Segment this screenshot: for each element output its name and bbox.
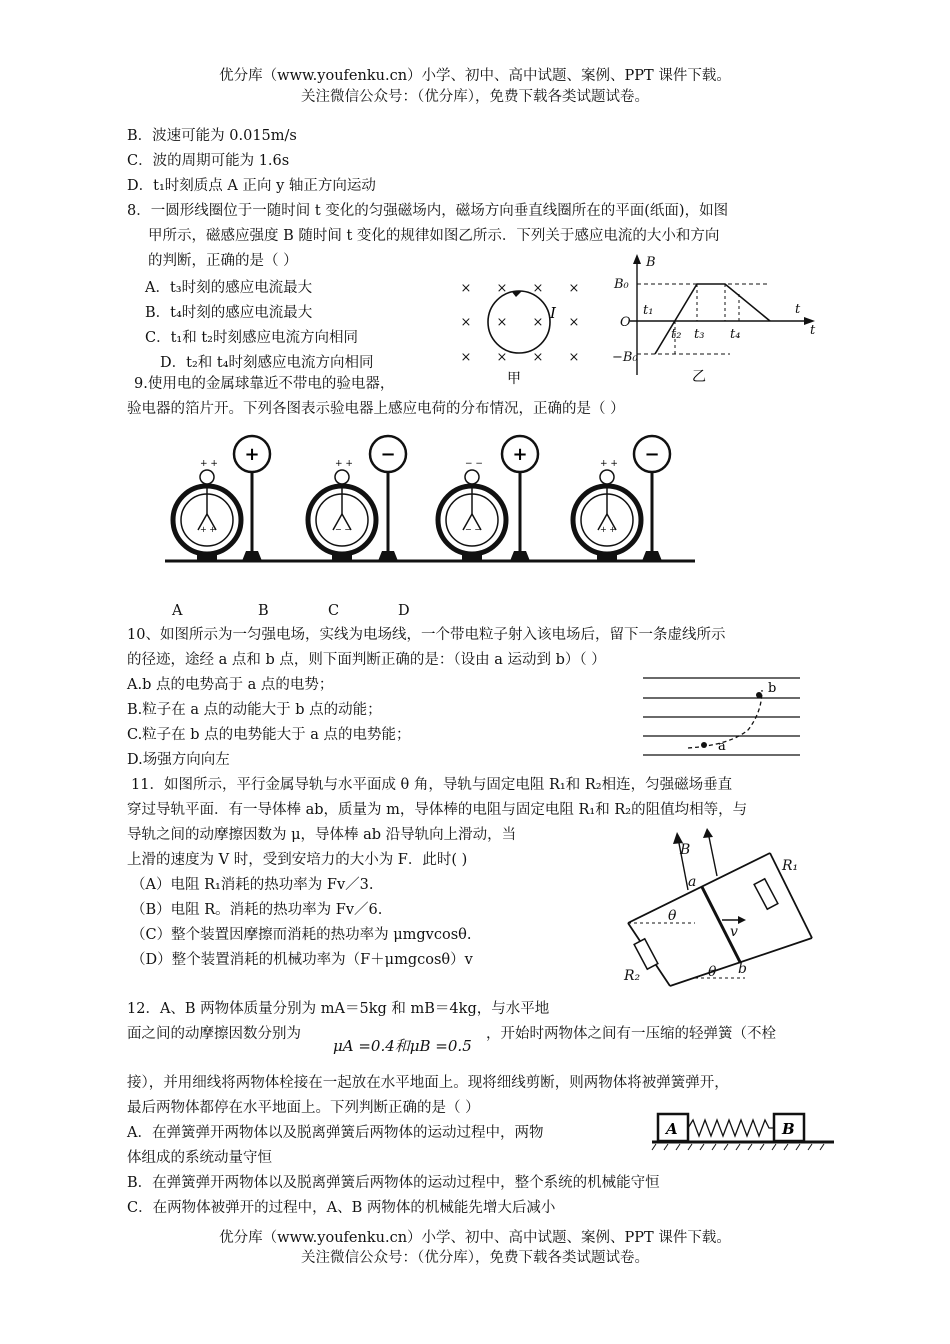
q8-option-b: B．t₄时刻的感应电流最大 <box>145 305 313 321</box>
q7-option-c: C．波的周期可能为 1.6s <box>127 153 290 169</box>
fig-theta-top: θ <box>668 908 677 924</box>
svg-text:×: × <box>460 315 472 330</box>
svg-text:×: × <box>460 350 472 365</box>
t3-label: t₃ <box>694 327 705 342</box>
q7-option-b: B．波速可能为 0.015m/s <box>127 128 297 144</box>
q10-option-c: C.粒子在 b 点的电势能大于 a 点的电势能； <box>127 727 411 743</box>
q10-option-d: D.场强方向向左 <box>127 752 230 768</box>
t-label-top: t <box>795 302 801 317</box>
svg-text:×: × <box>568 350 580 365</box>
q11-option-a: （A）电阻 R₁消耗的热功率为 Fv／3. <box>131 877 374 893</box>
q10-stem-line-2: 的径迹，途经 a 点和 b 点，则下面判断正确的是：（设由 a 运动到 b）（ ） <box>127 652 606 668</box>
q9-stem-line-2: 验电器的箔片开。下列各图表示验电器上感应电荷的分布情况，正确的是（ ） <box>127 401 625 417</box>
q10-option-b: B.粒子在 a 点的动能大于 b 点的动能； <box>127 702 382 718</box>
fig-theta-bottom: θ <box>708 964 717 980</box>
svg-text:×: × <box>532 350 544 365</box>
svg-text:×: × <box>568 315 580 330</box>
ball-sign-d: − <box>644 444 660 465</box>
q8-option-c: C．t₁和 t₂时刻感应电流方向相同 <box>145 330 358 346</box>
point-b-label: b <box>768 681 777 696</box>
q12-stem-line-2b: ，开始时两物体之间有一压缩的轻弹簧（不栓 <box>486 1026 776 1042</box>
svg-text:− −: − − <box>465 525 481 534</box>
fig-r2-label: R₂ <box>624 968 641 984</box>
footer-line-1: 优分库（www.youfenku.cn）小学、初中、高中试题、案例、PPT 课件下载。 <box>219 1230 731 1246</box>
svg-text:+ +: + + <box>335 459 353 469</box>
neg-b0-label: −B₀ <box>612 350 638 365</box>
header-line-1: 优分库（www.youfenku.cn）小学、初中、高中试题、案例、PPT 课件下载。 <box>219 68 731 84</box>
q11-stem-line-2: 穿过导轨平面．有一导体棒 ab，质量为 m，导体棒的电阻与固定电阻 R₁和 R₂的阻值均相等，与 <box>127 802 748 818</box>
q11-stem-line-1: 11．如图所示，平行金属导轨与水平面成 θ 角，导轨与固定电阻 R₁和 R₂相连，匀强磁场垂直 <box>131 777 733 793</box>
q11-rail-figure <box>620 828 820 993</box>
svg-text:− −: − − <box>465 459 483 469</box>
charged-ball-a <box>234 436 270 561</box>
fig-a-label: a <box>688 874 697 890</box>
q8-stem-line-2: 甲所示，磁感应强度 B 随时间 t 变化的规律如图乙所示．下列关于感应电流的大小和方向 <box>148 228 720 244</box>
fig-v-label: v <box>730 924 738 940</box>
header-line-2: 关注微信公众号：（优分库），免费下载各类试题试卷。 <box>301 89 649 105</box>
fig-b-label: b <box>738 961 747 977</box>
q12-stem-line-3: 接），并用细线将两物体栓接在一起放在水平地面上。现将细线剪断，则两物体将被弹簧弹开， <box>127 1075 729 1091</box>
electroscope-a <box>173 459 241 561</box>
block-a-label: A <box>666 1120 678 1138</box>
current-label: I <box>550 304 556 322</box>
ball-sign-a: + <box>244 444 260 465</box>
origin-label: O <box>620 315 631 330</box>
q8-figure-jia <box>452 275 592 387</box>
footer-line-2: 关注微信公众号：（优分库），免费下载各类试题试卷。 <box>301 1250 649 1266</box>
q9-label-c: C <box>328 603 340 619</box>
svg-text:×: × <box>496 315 508 330</box>
svg-text:+ +: + + <box>600 525 616 534</box>
electroscope-b <box>308 459 376 561</box>
q8-figure-yi <box>610 250 825 385</box>
charged-ball-b <box>370 436 406 561</box>
q12-spring-figure <box>648 1108 838 1152</box>
ball-sign-c: + <box>512 444 528 465</box>
q11-option-c: （C）整个装置因摩擦而消耗的热功率为 μmgvcosθ. <box>131 927 472 943</box>
q11-stem-line-3: 导轨之间的动摩擦因数为 μ，导体棒 ab 沿导轨向上滑动，当 <box>127 827 517 843</box>
fig-label-jia: 甲 <box>507 371 521 387</box>
svg-text:+ +: + + <box>200 459 218 469</box>
electroscope-c <box>438 459 506 561</box>
q12-stem-line-1: 12．A、B 两物体质量分别为 mA＝5kg 和 mB＝4kg，与水平地 <box>127 1001 550 1017</box>
t1-label: t₁ <box>643 303 654 318</box>
q9-label-a: A <box>172 603 183 619</box>
q12-friction-formula: μA =0.4和μB =0.5 <box>333 1037 472 1055</box>
svg-text:×: × <box>532 315 544 330</box>
t4-label: t₄ <box>730 327 741 342</box>
q9-label-d: D <box>398 603 410 619</box>
svg-text:×: × <box>496 350 508 365</box>
svg-text:×: × <box>460 281 472 296</box>
q7-option-d: D．t₁时刻质点 A 正向 y 轴正方向运动 <box>127 178 376 194</box>
q12-option-c: C．在两物体被弹开的过程中，A、B 两物体的机械能先增大后减小 <box>127 1200 556 1216</box>
svg-text:+ +: + + <box>200 525 216 534</box>
svg-text:×: × <box>496 281 508 296</box>
point-a-label: a <box>718 739 726 754</box>
svg-text:×: × <box>532 281 544 296</box>
q8-stem-line-3: 的判断，正确的是（ ） <box>148 253 298 269</box>
q12-stem-line-4: 最后两物体都停在水平地面上。下列判断正确的是（ ） <box>127 1100 480 1116</box>
q11-option-b: （B）电阻 R。消耗的热功率为 Fv／6. <box>131 902 383 918</box>
q8-stem-line-1: 8．一圆形线圈位于一随时间 t 变化的匀强磁场内，磁场方向垂直线圈所在的平面(纸面)，如图 <box>127 203 729 219</box>
q10-stem-line-1: 10、如图所示为一匀强电场，实线为电场线，一个带电粒子射入该电场后，留下一条虚线所示 <box>127 627 726 643</box>
q12-option-b: B．在弹簧弹开两物体以及脱离弹簧后两物体的运动过程中，整个系统的机械能守恒 <box>127 1175 660 1191</box>
q12-stem-line-2a: 面之间的动摩擦因数分别为 <box>127 1026 301 1042</box>
electroscope-d <box>573 459 641 561</box>
q12-option-a-line-1: A．在弹簧弹开两物体以及脱离弹簧后两物体的运动过程中，两物 <box>127 1125 544 1141</box>
t-axis-label: t <box>810 323 816 338</box>
charged-ball-d <box>634 436 670 561</box>
q11-stem-line-4: 上滑的速度为 V 时，受到安培力的大小为 F．此时( ) <box>127 852 468 868</box>
q9-stem-line-1: 9.使用电的金属球靠近不带电的验电器， <box>134 376 395 392</box>
svg-text:×: × <box>568 281 580 296</box>
fig-r1-label: R₁ <box>782 858 799 874</box>
q10-field-figure <box>640 670 805 762</box>
svg-text:+ +: + + <box>600 459 618 469</box>
q11-option-d: （D）整个装置消耗的机械功率为（F＋μmgcosθ）v <box>131 952 473 968</box>
q9-electroscope-figure <box>160 430 700 570</box>
q10-option-a: A.b 点的电势高于 a 点的电势； <box>127 677 334 693</box>
svg-text:− −: − − <box>335 525 351 534</box>
q8-option-a: A．t₃时刻的感应电流最大 <box>145 280 313 296</box>
axis-b-label: B <box>646 255 656 270</box>
b0-label: B₀ <box>614 277 629 292</box>
fig-b-field-label: B <box>680 842 691 858</box>
t2-label: t₂ <box>671 327 682 342</box>
charged-ball-c <box>502 436 538 561</box>
q9-label-b: B <box>258 603 269 619</box>
q12-option-a-line-2: 体组成的系统动量守恒 <box>127 1150 272 1166</box>
block-b-label: B <box>782 1120 795 1138</box>
ball-sign-b: − <box>380 444 396 465</box>
fig-label-yi: 乙 <box>692 369 706 385</box>
q8-option-d: D．t₂和 t₄时刻感应电流方向相同 <box>160 355 374 371</box>
